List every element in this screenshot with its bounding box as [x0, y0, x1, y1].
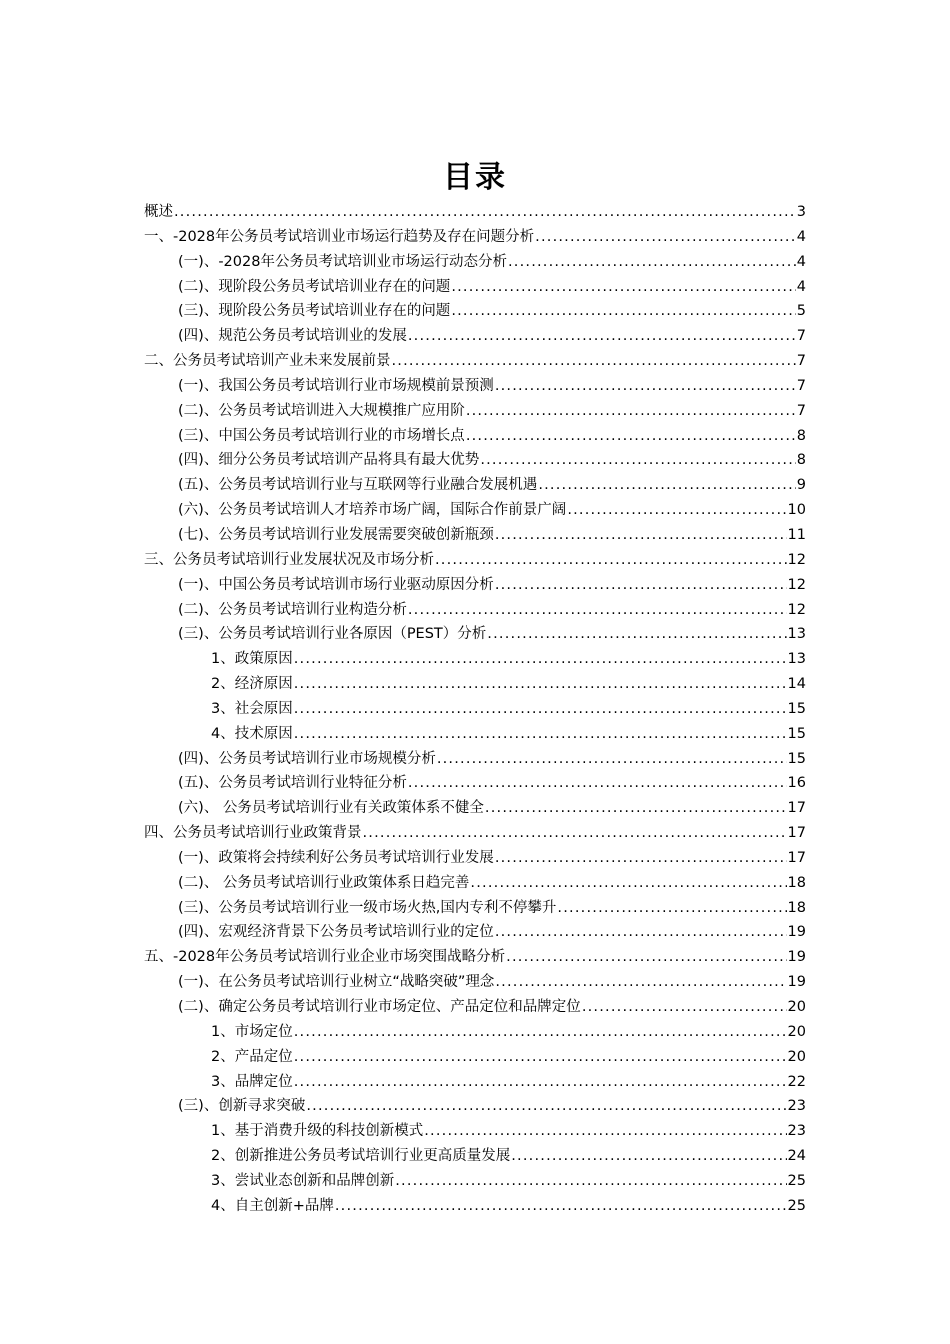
toc-leader-dots: [408, 324, 796, 349]
toc-entry[interactable]: [144, 473, 806, 498]
toc-entry-title: 3、品牌定位: [211, 1073, 293, 1090]
toc-leader-dots: [495, 374, 796, 399]
toc-entry-page: 15: [787, 750, 806, 767]
toc-entry[interactable]: [144, 598, 806, 623]
toc-entry[interactable]: [144, 573, 806, 598]
toc-entry-title: 3、社会原因: [211, 700, 293, 717]
toc-entry-page: 7: [796, 402, 806, 419]
toc-entry[interactable]: [144, 846, 806, 871]
toc-entry[interactable]: [144, 945, 806, 970]
toc-entry-page: 23: [787, 1123, 806, 1140]
toc-leader-dots: [508, 250, 796, 275]
toc-leader-dots: [174, 200, 796, 225]
toc-entry-title: (三)、公务员考试培训行业一级市场火热,国内专利不停攀升: [178, 899, 557, 916]
toc-leader-dots: [495, 970, 786, 995]
toc-entry-title: (三)、创新寻求突破: [178, 1098, 306, 1115]
toc-entry-title: (二)、确定公务员考试培训行业市场定位、产品定位和品牌定位: [178, 999, 581, 1015]
toc-entry[interactable]: [144, 548, 806, 573]
toc-entry[interactable]: [144, 622, 806, 647]
toc-entry-title: (五)、公务员考试培训行业特征分析: [178, 775, 407, 792]
toc-entry-page: 23: [787, 1098, 806, 1115]
toc-entry-title: (六)、 公务员考试培训行业有关政策体系不健全: [178, 800, 484, 817]
toc-entry[interactable]: [144, 523, 806, 548]
toc-entry-page: 17: [787, 800, 806, 817]
toc-leader-dots: [294, 1070, 787, 1095]
toc-entry[interactable]: [144, 722, 806, 747]
toc-entry-title: (一)、政策将会持续利好公务员考试培训行业发展: [178, 849, 494, 866]
toc-entry-page: 16: [787, 775, 806, 792]
toc-entry-page: 19: [787, 974, 806, 991]
toc-entry[interactable]: [144, 498, 806, 523]
toc-entry-page: 20: [787, 1048, 806, 1065]
toc-entry[interactable]: [144, 920, 806, 945]
toc-entry-title: (一)、-2028年公务员考试培训业市场运行动态分析: [178, 253, 507, 270]
toc-entry[interactable]: [144, 275, 806, 300]
toc-leader-dots: [306, 1094, 786, 1119]
toc-entry-page: 4: [796, 278, 806, 295]
toc-entry-page: 14: [787, 676, 806, 693]
toc-entry-title: (七)、公务员考试培训行业发展需要突破创新瓶颈: [178, 526, 494, 543]
toc-entry[interactable]: [144, 225, 806, 250]
toc-entry-page: 17: [787, 825, 806, 842]
toc-leader-dots: [294, 1045, 787, 1070]
toc-leader-dots: [582, 995, 787, 1020]
toc-entry[interactable]: [144, 871, 806, 896]
toc-entry-title: 三、公务员考试培训行业发展状况及市场分析: [144, 551, 434, 568]
toc-entry-page: 17: [787, 849, 806, 866]
toc-entry[interactable]: [144, 424, 806, 449]
toc-entry-page: 13: [787, 626, 806, 643]
toc-entry-page: 7: [796, 328, 806, 345]
toc-entry-title: 四、公务员考试培训行业政策背景: [144, 825, 362, 842]
toc-leader-dots: [557, 896, 786, 921]
toc-leader-dots: [480, 448, 795, 473]
toc-entry-page: 22: [787, 1073, 806, 1090]
toc-entry-page: 10: [787, 502, 806, 519]
toc-leader-dots: [495, 523, 787, 548]
toc-entry-page: 4: [796, 253, 806, 270]
toc-leader-dots: [408, 598, 787, 623]
toc-entry-title: 一、-2028年公务员考试培训业市场运行趋势及存在问题分析: [144, 228, 535, 245]
toc-leader-dots: [567, 498, 786, 523]
toc-leader-dots: [395, 1169, 786, 1194]
toc-entry-page: 8: [796, 452, 806, 469]
toc-entry[interactable]: [144, 672, 806, 697]
toc-entry-page: 25: [787, 1197, 806, 1214]
toc-entry[interactable]: [144, 995, 806, 1020]
toc-entry[interactable]: [144, 796, 806, 821]
toc-entry-page: 18: [787, 874, 806, 891]
toc-entry[interactable]: [144, 647, 806, 672]
toc-entry-title: 2、经济原因: [211, 676, 293, 693]
toc-leader-dots: [535, 225, 796, 250]
toc-leader-dots: [495, 920, 787, 945]
toc-entry[interactable]: [144, 747, 806, 772]
toc-leader-dots: [408, 771, 787, 796]
toc-entry-title: (二)、 公务员考试培训行业政策体系日趋完善: [178, 874, 470, 891]
toc-entry-page: 9: [796, 477, 806, 494]
toc-entry-title: 4、自主创新+品牌: [211, 1197, 334, 1214]
toc-leader-dots: [335, 1194, 787, 1219]
toc-entry[interactable]: [144, 821, 806, 846]
toc-entry[interactable]: [144, 200, 806, 225]
toc-entry-page: 4: [796, 228, 806, 245]
toc-entry[interactable]: [144, 324, 806, 349]
toc-entry-title: 4、技术原因: [211, 725, 293, 742]
toc-entry-title: (一)、在公务员考试培训行业树立“战略突破”理念: [178, 974, 495, 991]
toc-entry-page: 12: [787, 551, 806, 568]
toc-leader-dots: [363, 821, 787, 846]
toc-entry-page: 3: [796, 204, 806, 220]
toc-entry-title: (一)、中国公务员考试培训市场行业驱动原因分析: [178, 576, 494, 593]
toc-entry-page: 19: [787, 949, 806, 966]
toc-entry-title: (三)、公务员考试培训行业各原因（PEST）分析: [178, 626, 487, 643]
toc-entry-page: 12: [787, 576, 806, 593]
toc-leader-dots: [294, 672, 787, 697]
toc-entry-title: (二)、公务员考试培训行业构造分析: [178, 601, 407, 618]
toc-leader-dots: [495, 846, 787, 871]
toc-entry[interactable]: [144, 1020, 806, 1045]
toc-entry-title: 五、-2028年公务员考试培训行业企业市场突围战略分析: [144, 949, 506, 966]
toc-leader-dots: [466, 424, 796, 449]
toc-leader-dots: [466, 399, 796, 424]
toc-leader-dots: [451, 299, 795, 324]
toc-entry-page: 18: [787, 899, 806, 916]
toc-entry-title: 1、市场定位: [211, 1023, 293, 1040]
toc-entry[interactable]: [144, 1169, 806, 1194]
toc-entry-page: 20: [787, 999, 806, 1015]
toc-leader-dots: [495, 573, 787, 598]
toc-entry-title: (一)、我国公务员考试培训行业市场规模前景预测: [178, 377, 494, 394]
toc-entry-page: 13: [787, 651, 806, 668]
toc-entry-page: 24: [787, 1148, 806, 1165]
toc-entry-title: (五)、公务员考试培训行业与互联网等行业融合发展机遇: [178, 477, 538, 494]
toc-entry-page: 15: [787, 700, 806, 717]
toc-entry-title: (四)、细分公务员考试培训产品将具有最大优势: [178, 452, 480, 469]
toc-leader-dots: [392, 349, 796, 374]
page-title: 目录: [443, 160, 507, 195]
toc-entry-page: 12: [787, 601, 806, 618]
toc-entry-title: (三)、现阶段公务员考试培训业存在的问题: [178, 303, 451, 320]
toc-entry-title: (三)、中国公务员考试培训行业的市场增长点: [178, 427, 465, 444]
toc-entry-page: 15: [787, 725, 806, 742]
toc-entry[interactable]: [144, 771, 806, 796]
toc-entry-page: 11: [787, 526, 806, 543]
toc-leader-dots: [435, 548, 787, 573]
toc-leader-dots: [294, 722, 787, 747]
toc-entry-page: 20: [787, 1023, 806, 1040]
toc-entry-page: 5: [796, 303, 806, 320]
toc-entry[interactable]: [144, 1094, 806, 1119]
toc-entry-title: 1、基于消费升级的科技创新模式: [211, 1123, 424, 1140]
toc-leader-dots: [511, 1144, 786, 1169]
toc-leader-dots: [294, 1020, 787, 1045]
toc-entry[interactable]: [144, 1070, 806, 1095]
toc-entry[interactable]: [144, 374, 806, 399]
toc-entry-title: 二、公务员考试培训产业未来发展前景: [144, 353, 391, 370]
toc-leader-dots: [470, 871, 786, 896]
toc-entry[interactable]: [144, 349, 806, 374]
toc-leader-dots: [437, 747, 787, 772]
toc-leader-dots: [451, 275, 795, 300]
toc-entry[interactable]: [144, 1194, 806, 1219]
toc-entry[interactable]: [144, 1119, 806, 1144]
toc-leader-dots: [487, 622, 786, 647]
toc-leader-dots: [294, 697, 787, 722]
toc-entry-page: 8: [796, 427, 806, 444]
toc-entry-title: (六)、公务员考试培训人才培养市场广阔，国际合作前景广阔: [178, 502, 567, 519]
toc-entry-title: 2、创新推进公务员考试培训行业更高质量发展: [211, 1148, 511, 1165]
toc-entry-title: (二)、现阶段公务员考试培训业存在的问题: [178, 278, 451, 295]
toc-entry-title: (二)、公务员考试培训进入大规模推广应用阶: [178, 402, 465, 419]
toc-entry[interactable]: [144, 399, 806, 424]
toc-leader-dots: [506, 945, 786, 970]
toc-entry[interactable]: [144, 250, 806, 275]
toc-leader-dots: [485, 796, 787, 821]
table-of-contents: [144, 200, 806, 1219]
toc-entry-title: 3、尝试业态创新和品牌创新: [211, 1172, 395, 1189]
toc-entry-page: 7: [796, 377, 806, 394]
toc-leader-dots: [294, 647, 787, 672]
toc-entry[interactable]: [144, 970, 806, 995]
toc-entry[interactable]: [144, 896, 806, 921]
toc-leader-dots: [424, 1119, 786, 1144]
toc-entry[interactable]: [144, 299, 806, 324]
toc-leader-dots: [538, 473, 795, 498]
toc-entry-title: 概述: [144, 204, 173, 220]
toc-entry-title: (四)、宏观经济背景下公务员考试培训行业的定位: [178, 924, 494, 941]
toc-entry[interactable]: [144, 1045, 806, 1070]
toc-entry[interactable]: [144, 1144, 806, 1169]
toc-entry[interactable]: [144, 697, 806, 722]
toc-entry-title: (四)、规范公务员考试培训业的发展: [178, 328, 407, 345]
toc-entry-page: 25: [787, 1172, 806, 1189]
toc-entry-title: 1、政策原因: [211, 651, 293, 668]
toc-entry-title: (四)、公务员考试培训行业市场规模分析: [178, 750, 436, 767]
toc-entry-page: 19: [787, 924, 806, 941]
toc-entry[interactable]: [144, 448, 806, 473]
toc-entry-page: 7: [796, 353, 806, 370]
toc-entry-title: 2、产品定位: [211, 1048, 293, 1065]
